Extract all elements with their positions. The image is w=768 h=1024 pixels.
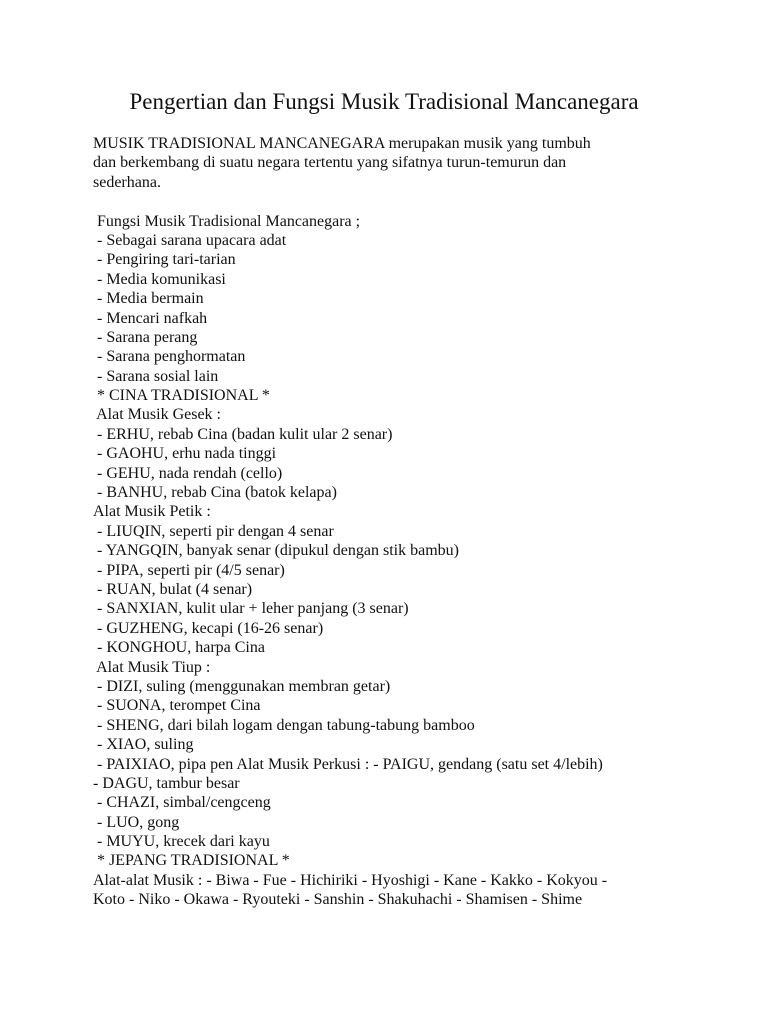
list-item: - Sarana perang	[93, 328, 198, 346]
list-item: - MUYU, krecek dari kayu	[93, 833, 270, 851]
intro-line: dan berkembang di suatu negara tertentu yang sifatnya turun-temurun dan	[93, 154, 567, 172]
list-item: - Media komunikasi	[93, 270, 226, 288]
page-title: Pengertian dan Fungsi Musik Tradisional Mancanegara	[129, 89, 639, 114]
list-item: - RUAN, bulat (4 senar)	[93, 580, 253, 598]
section-heading-fungsi: Fungsi Musik Tradisional Mancanegara ;	[93, 212, 361, 230]
list-item: - DIZI, suling (menggunakan membran getar)	[93, 677, 391, 695]
intro-line: sederhana.	[93, 173, 161, 191]
list-item: - Pengiring tari-tarian	[93, 251, 236, 269]
list-item: - LIUQIN, seperti pir dengan 4 senar	[93, 522, 334, 540]
subheading-petik: Alat Musik Petik :	[93, 503, 211, 521]
list-item: - LUO, gong	[93, 813, 180, 831]
list-item: - YANGQIN, banyak senar (dipukul dengan stik bambu)	[93, 542, 459, 560]
subheading-gesek: Alat Musik Gesek :	[93, 406, 221, 424]
list-item: - CHAZI, simbal/cengceng	[93, 794, 271, 812]
section-heading-cina: * CINA TRADISIONAL *	[93, 387, 270, 405]
instrument-list-line: Alat-alat Musik : - Biwa - Fue - Hichiriki - Hyoshigi - Kane - Kakko - Kokyou -	[93, 871, 608, 889]
section-heading-jepang: * JEPANG TRADISIONAL *	[93, 852, 290, 870]
list-item: - KONGHOU, harpa Cina	[93, 639, 265, 657]
list-item: - PIPA, seperti pir (4/5 senar)	[93, 561, 285, 579]
subheading-tiup: Alat Musik Tiup :	[93, 658, 211, 676]
document-body	[93, 134, 733, 910]
list-item: - Media bermain	[93, 290, 204, 308]
list-item: - SANXIAN, kulit ular + leher panjang (3 senar)	[93, 600, 409, 618]
list-item: - Sarana sosial lain	[93, 367, 219, 385]
list-item: - GAOHU, erhu nada tinggi	[93, 445, 277, 463]
list-item: - XIAO, suling	[93, 736, 194, 754]
intro-line: MUSIK TRADISIONAL MANCANEGARA merupakan musik yang tumbuh	[93, 135, 591, 152]
paragraph-gap	[93, 192, 733, 211]
list-item: - GUZHENG, kecapi (16-26 senar)	[93, 619, 324, 637]
list-item: - Sebagai sarana upacara adat	[93, 231, 287, 249]
list-item: - PAIXIAO, pipa pen Alat Musik Perkusi : - PAIGU, gendang (satu set 4/lebih)	[93, 755, 603, 773]
list-item: - BANHU, rebab Cina (batok kelapa)	[93, 484, 337, 502]
list-item: - SHENG, dari bilah logam dengan tabung-tabung bamboo	[93, 716, 475, 734]
list-item: - Mencari nafkah	[93, 309, 208, 327]
list-item: - DAGU, tambur besar	[93, 774, 240, 792]
list-item: - Sarana penghormatan	[93, 348, 246, 366]
list-item: - ERHU, rebab Cina (badan kulit ular 2 senar)	[93, 425, 393, 443]
list-item: - GEHU, nada rendah (cello)	[93, 464, 283, 482]
list-item: - SUONA, terompet Cina	[93, 697, 261, 715]
instrument-list-line: Koto - Niko - Okawa - Ryouteki - Sanshin - Shakuhachi - Shamisen - Shime	[93, 891, 583, 909]
